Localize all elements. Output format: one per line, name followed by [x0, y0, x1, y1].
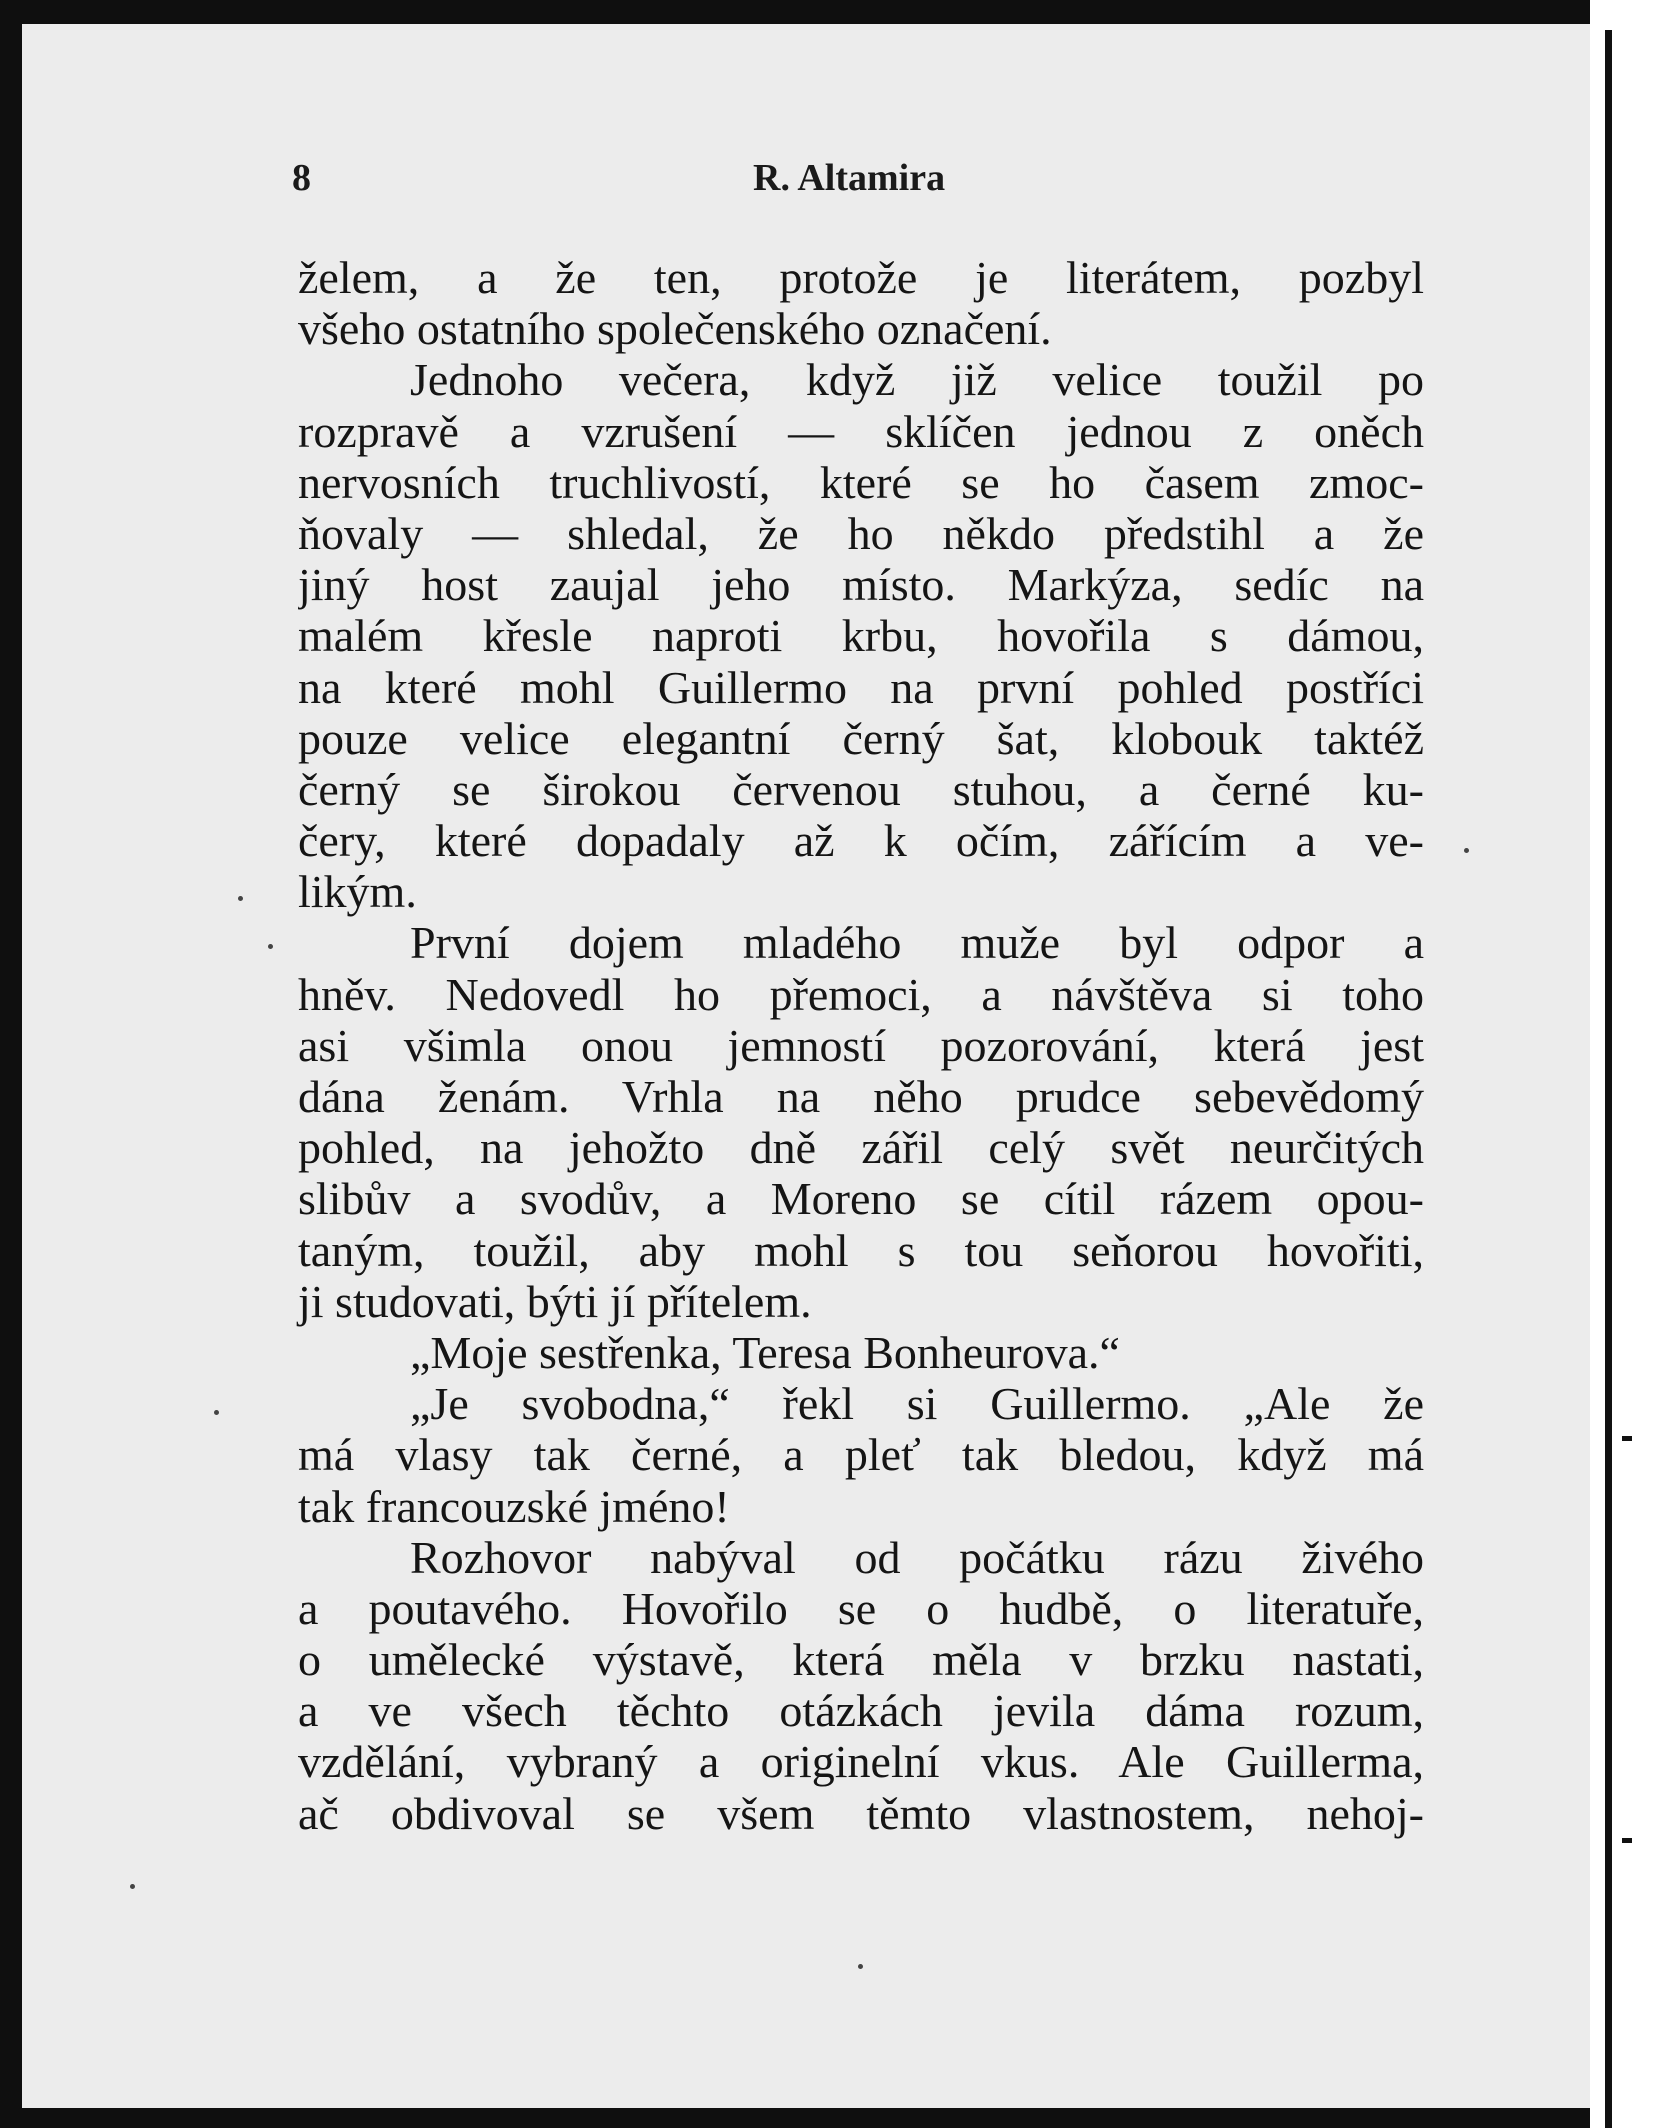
text-line: ji studovati, býti jí přítelem.	[298, 1275, 812, 1327]
text-line: všeho ostatního společenského označení.	[298, 303, 1052, 355]
text-line: Rozhovor nabýval od počátku rázu živého	[410, 1531, 1424, 1583]
text-line: a poutavého. Hovořilo se o hudbě, o literatuře,	[298, 1582, 1424, 1634]
text-line: „Moje sestřenka, Teresa Bonheurova.“	[410, 1326, 1120, 1378]
text-line: ač obdivoval se všem těmto vlastnostem, nehoj-	[298, 1787, 1424, 1839]
text-line: tak francouzské jméno!	[298, 1480, 730, 1532]
text-line: První dojem mladého muže byl odpor a	[410, 917, 1424, 969]
gutter-tick	[1622, 1838, 1632, 1843]
text-line: dána ženám. Vrhla na něho prudce sebevědomý	[298, 1071, 1424, 1122]
page-header	[268, 156, 1418, 212]
gutter-tick	[1622, 1436, 1632, 1441]
text-line: černý se širokou červenou stuhou, a černé ku-	[298, 763, 1424, 815]
text-line: pohled, na jehožto dně zářil celý svět neurčitých	[298, 1122, 1424, 1174]
body-text	[298, 252, 1424, 1839]
text-line: vzdělání, vybraný a originelní vkus. Ale Guillerma,	[298, 1736, 1424, 1788]
print-speck	[268, 944, 273, 949]
text-line: a ve všech těchto otázkách jevila dáma rozum,	[298, 1685, 1424, 1737]
text-line: čery, které dopadaly až k očím, zářícím a ve-	[298, 815, 1424, 867]
text-line: ňovaly — shledal, že ho někdo předstihl a že	[298, 507, 1424, 559]
text-line: slibův a svodův, a Moreno se cítil rázem opou-	[298, 1173, 1424, 1225]
gutter-rule	[1605, 30, 1612, 2128]
print-speck	[1464, 848, 1469, 853]
text-line: o umělecké výstavě, která měla v brzku nastati,	[298, 1634, 1424, 1686]
text-line: pouze velice elegantní černý šat, klobouk taktéž	[298, 712, 1424, 764]
page-number: 8	[292, 157, 311, 199]
text-line: taným, toužil, aby mohl s tou seňorou hovořiti,	[298, 1224, 1424, 1276]
text-line: na které mohl Guillermo na první pohled postříci	[298, 661, 1424, 713]
text-line: malém křesle naproti krbu, hovořila s dámou,	[298, 610, 1424, 662]
text-line: želem, a že ten, protože je literátem, pozbyl	[298, 252, 1424, 303]
text-line: likým.	[298, 866, 417, 918]
text-line: asi všimla onou jemností pozorování, která jest	[298, 1019, 1424, 1071]
text-line: nervosních truchlivostí, které se ho časem zmoc-	[298, 456, 1424, 508]
print-speck	[238, 896, 243, 901]
print-speck	[214, 1410, 219, 1415]
page-gutter	[1590, 0, 1662, 2128]
text-line: jiný host zaujal jeho místo. Markýza, sedíc na	[298, 559, 1424, 611]
text-line: Jednoho večera, když již velice toužil po	[410, 354, 1424, 406]
text-line: „Je svobodna,“ řekl si Guillermo. „Ale že	[410, 1378, 1424, 1430]
print-speck	[858, 1964, 863, 1969]
text-line: hněv. Nedovedl ho přemoci, a návštěva si toho	[298, 968, 1424, 1020]
print-speck	[130, 1884, 135, 1889]
text-line: rozpravě a vzrušení — sklíčen jednou z oněch	[298, 405, 1424, 457]
running-head: R. Altamira	[753, 157, 946, 199]
text-line: má vlasy tak černé, a pleť tak bledou, když má	[298, 1429, 1424, 1481]
